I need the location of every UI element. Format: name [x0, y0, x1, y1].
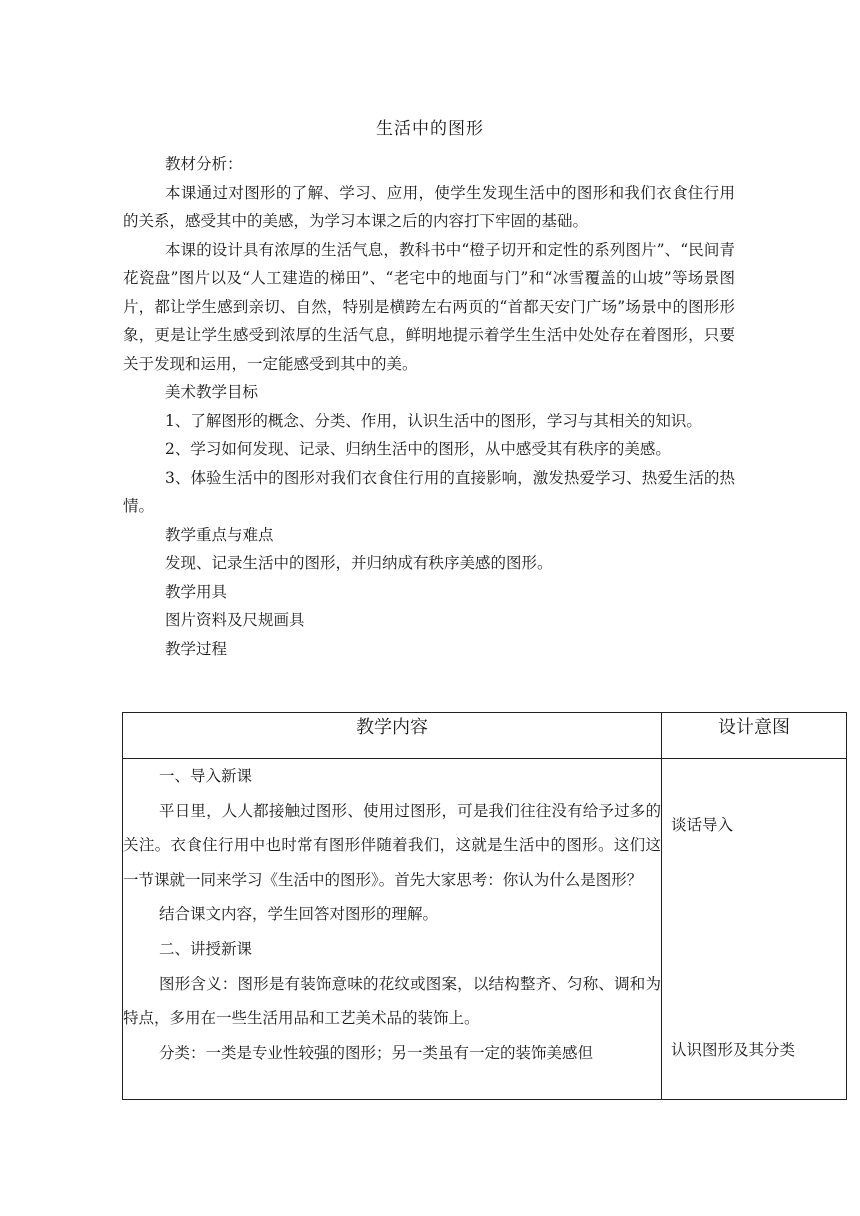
goal-item-2: 2、学习如何发现、记录、归纳生活中的图形，从中感受其有秩序的美感。	[165, 440, 671, 458]
goal-item-1: 1、了解图形的概念、分类、作用，认识生活中的图形，学习与其相关的知识。	[165, 411, 702, 430]
table-row	[123, 759, 847, 1100]
content-line: 二、讲授新课	[159, 939, 253, 958]
tools-text: 图片资料及尺规画具	[165, 611, 305, 629]
content-line: 图形含义：图形是有装饰意味的花纹或图案，以结构整齐、匀称、调和为特点，多用在一些生活用品和工艺美术品的装饰上。	[123, 974, 661, 1028]
lesson-body	[123, 150, 735, 663]
content-line: 分类：一类是专业性较强的图形；另一类虽有一定的装饰美感但	[159, 1043, 594, 1062]
intent-talk-intro: 谈话导入	[671, 816, 734, 834]
header-design-intent: 设计意图	[662, 713, 847, 759]
analysis-heading: 教材分析：	[165, 155, 243, 173]
goals-heading: 美术教学目标	[165, 383, 259, 401]
goal-item-3: 3、体验生活中的图形对我们衣食住行用的直接影响，激发热爱学习、热爱生活的热情。	[123, 468, 735, 515]
key-points-text: 发现、记录生活中的图形，并归纳成有秩序美感的图形。	[165, 554, 553, 572]
page-title: 生活中的图形	[376, 119, 484, 139]
process-heading: 教学过程	[165, 639, 228, 658]
content-line: 平日里，人人都接触过图形、使用过图形，可是我们往往没有给予过多的关注。衣食住行用中也时常有图形伴随着我们，这就是生活中的图形。这们这一节课就一同来学习《生活中的图形》。首先大家思考：你认为什么是图形？	[123, 801, 661, 889]
content-line: 结合课文内容，学生回答对图形的理解。	[159, 905, 439, 924]
intent-recognize-shapes: 认识图形及其分类	[671, 1041, 796, 1059]
analysis-paragraph-2: 本课的设计具有浓厚的生活气息，教科书中“橙子切开和定性的系列图片”、“民间青花瓷盘”图片以及“人工建造的梯田”、“老宅中的地面与门”和“冰雪覆盖的山坡”等场景图片，都让学生感到亲切、自然，特别是横跨左右两页的“首都天安门广场”场景中的图形形象，更是让学生感受到浓厚的生活气息，鲜明地提示着学生生活中处处存在着图形，只要关于发现和运用，一定能感受到其中的美。	[123, 240, 735, 373]
content-line: 一、导入新课	[159, 767, 253, 785]
table-header-row	[123, 713, 847, 759]
analysis-paragraph-1: 本课通过对图形的了解、学习、应用，使学生发现生活中的图形和我们衣食住行用的关系，感受其中的美感，为学习本课之后的内容打下牢固的基础。	[123, 183, 735, 230]
design-intent-cell	[662, 759, 847, 1100]
teaching-content-cell	[123, 759, 662, 1100]
header-teaching-content: 教学内容	[123, 713, 662, 759]
key-points-heading: 教学重点与难点	[165, 525, 274, 544]
tools-heading: 教学用具	[165, 582, 228, 601]
teaching-process-table	[122, 712, 847, 1100]
